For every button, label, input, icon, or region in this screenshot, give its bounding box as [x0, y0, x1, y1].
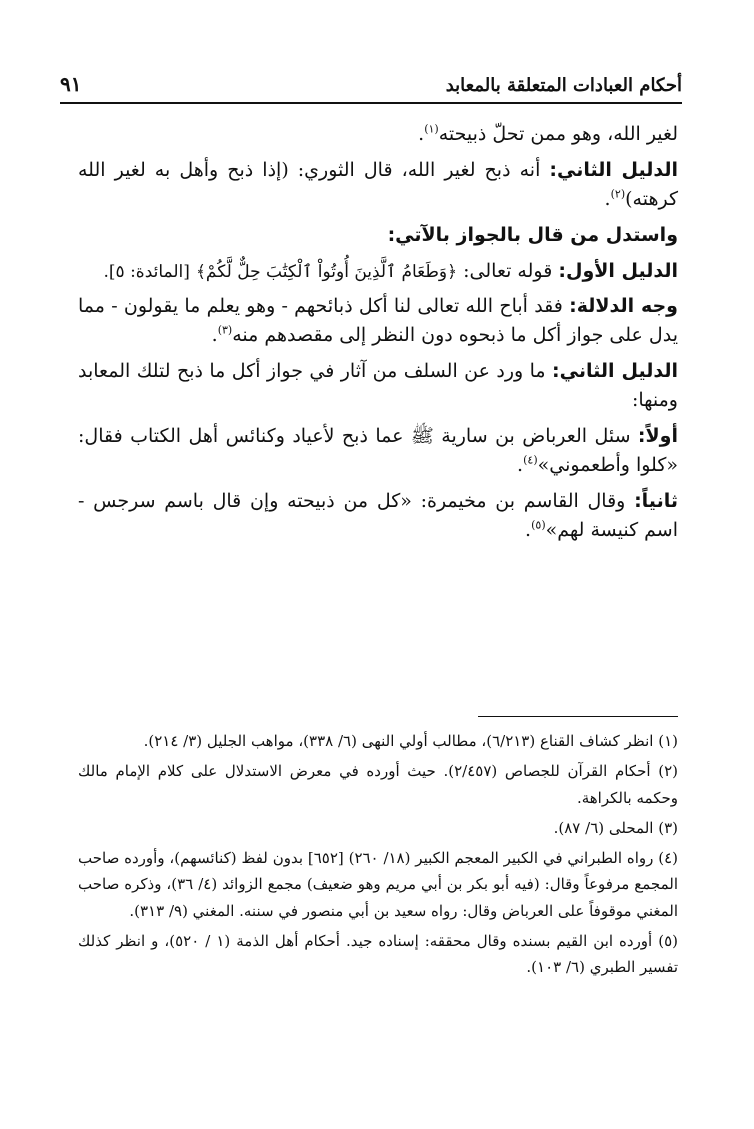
paragraph-text: أنه ذبح لغير الله، قال الثوري: (إذا ذبح وأهل به لغير الله كرهته) — [78, 158, 678, 210]
footnote-ref: (٤) — [523, 453, 538, 467]
paragraph-text: قوله تعالى: — [463, 259, 553, 282]
page-header — [60, 62, 682, 104]
footnote-ref: (٢) — [610, 187, 626, 201]
paragraph: أولاً: سئل العرباض بن سارية ﷺ عما ذبح لأعياد وكنائس أهل الكتاب فقال: «كلوا وأطعموني»$^{(٤)}$. — [78, 424, 678, 476]
footnote-divider — [478, 716, 678, 717]
paragraph: الدليل الثاني: أنه ذبح لغير الله، قال الثوري: (إذا ذبح وأهل به لغير الله كرهته)$^{(٢)}$. — [78, 158, 678, 210]
footnote: (٢) أحكام القرآن للجصاص (٢/٤٥٧). حيث أورده في معرض الاستدلال على كلام الإمام مالك وحكمه بالكراهة. — [78, 762, 678, 807]
quran-citation: [المائدة: ٥]. — [103, 261, 190, 282]
footnote-ref: (١) — [424, 122, 439, 136]
paragraph: ثانياً: وقال القاسم بن مخيمرة: «كل من ذبيحته وإن قال باسم سرجس - اسم كنيسة لهم»$^{(٥)}$. — [78, 489, 678, 541]
section-heading: واستدل من قال بالجواز بالآتي: — [387, 223, 678, 246]
paragraph-label: ثانياً: — [634, 489, 678, 512]
paragraph: لغير الله، وهو ممن تحلّ ذبيحته$^{(١)}$. — [418, 122, 678, 145]
footnotes — [78, 728, 678, 984]
footnote: (١) انظر كشاف القناع (٦/٢١٣)، مطالب أولي النهى (٦/ ٣٣٨)، مواهب الجليل (٣/ ٢١٤). — [143, 732, 678, 750]
main-text — [78, 120, 678, 551]
paragraph-text: سئل العرباض بن سارية ﷺ عما ذبح لأعياد وكنائس أهل الكتاب فقال: «كلوا وأطعموني» — [78, 424, 678, 476]
footnote-ref: (٣) — [217, 323, 233, 337]
paragraph-label: وجه الدلالة: — [569, 295, 678, 318]
footnote: (٣) المحلى (٦/ ٨٧). — [553, 818, 678, 837]
quran-verse: ﴿وَطَعَامُ ٱلَّذِينَ أُوتُواْ ٱلْكِتَٰبَ حِلٌّ لَّكُمْ﴾ — [195, 261, 458, 282]
footnote: (٤) رواه الطبراني في الكبير المعجم الكبير (١٨/ ٢٦٠) [٦٥٢] بدون لفظ (كنائسهم)، وأورده صاحب المجمع مرفوعاً وقال: (فيه أبو بكر بن أبي مريم وهو ضعيف) مجمع الزوائد (٤/ ٣٦)، وذكره صاحب المغني موقوفاً على العرباض وقال: رواه سعيد بن أبي منصور في سننه. المغني (٩/ ٣١٣). — [78, 849, 678, 920]
paragraph-label: الدليل الأول: — [558, 259, 678, 282]
footnote: (٥) أورده ابن القيم بسنده وقال محققه: إسناده جيد. أحكام أهل الذمة (١ / ٥٢٠)، و انظر كذلك تفسير الطبري (٦/ ١٠٣). — [78, 931, 678, 976]
paragraph-label: الدليل الثاني: — [549, 158, 678, 181]
page-number: ٩١ — [60, 72, 82, 96]
running-title: أحكام العبادات المتعلقة بالمعابد — [445, 75, 682, 96]
paragraph — [78, 257, 678, 286]
paragraph-label: الدليل الثاني: — [552, 360, 679, 383]
paragraph: وجه الدلالة: فقد أباح الله تعالى لنا أكل ذبائحهم - وهو يعلم ما يقولون - مما يدل على جواز أكل ما ذبحوه دون النظر إلى مقصدهم منه$^{(٣)}$. — [78, 295, 678, 347]
paragraph — [78, 357, 678, 415]
paragraph-label: أولاً: — [637, 424, 678, 447]
paragraph-text: فقد أباح الله تعالى لنا أكل ذبائحهم - وهو يعلم ما يقولون - مما يدل على جواز أكل ما ذبحوه دون النظر إلى مقصدهم منه — [78, 295, 678, 347]
paragraph-text: ما ورد عن السلف من آثار في جواز أكل ما ذبح لتلك المعابد ومنها: — [78, 360, 678, 411]
footnote-ref: (٥) — [531, 518, 546, 532]
paragraph-text: وقال القاسم بن مخيمرة: «كل من ذبيحته وإن قال باسم سرجس - اسم كنيسة لهم» — [78, 489, 678, 541]
paragraph-text: لغير الله، وهو ممن تحلّ ذبيحته — [438, 123, 678, 145]
